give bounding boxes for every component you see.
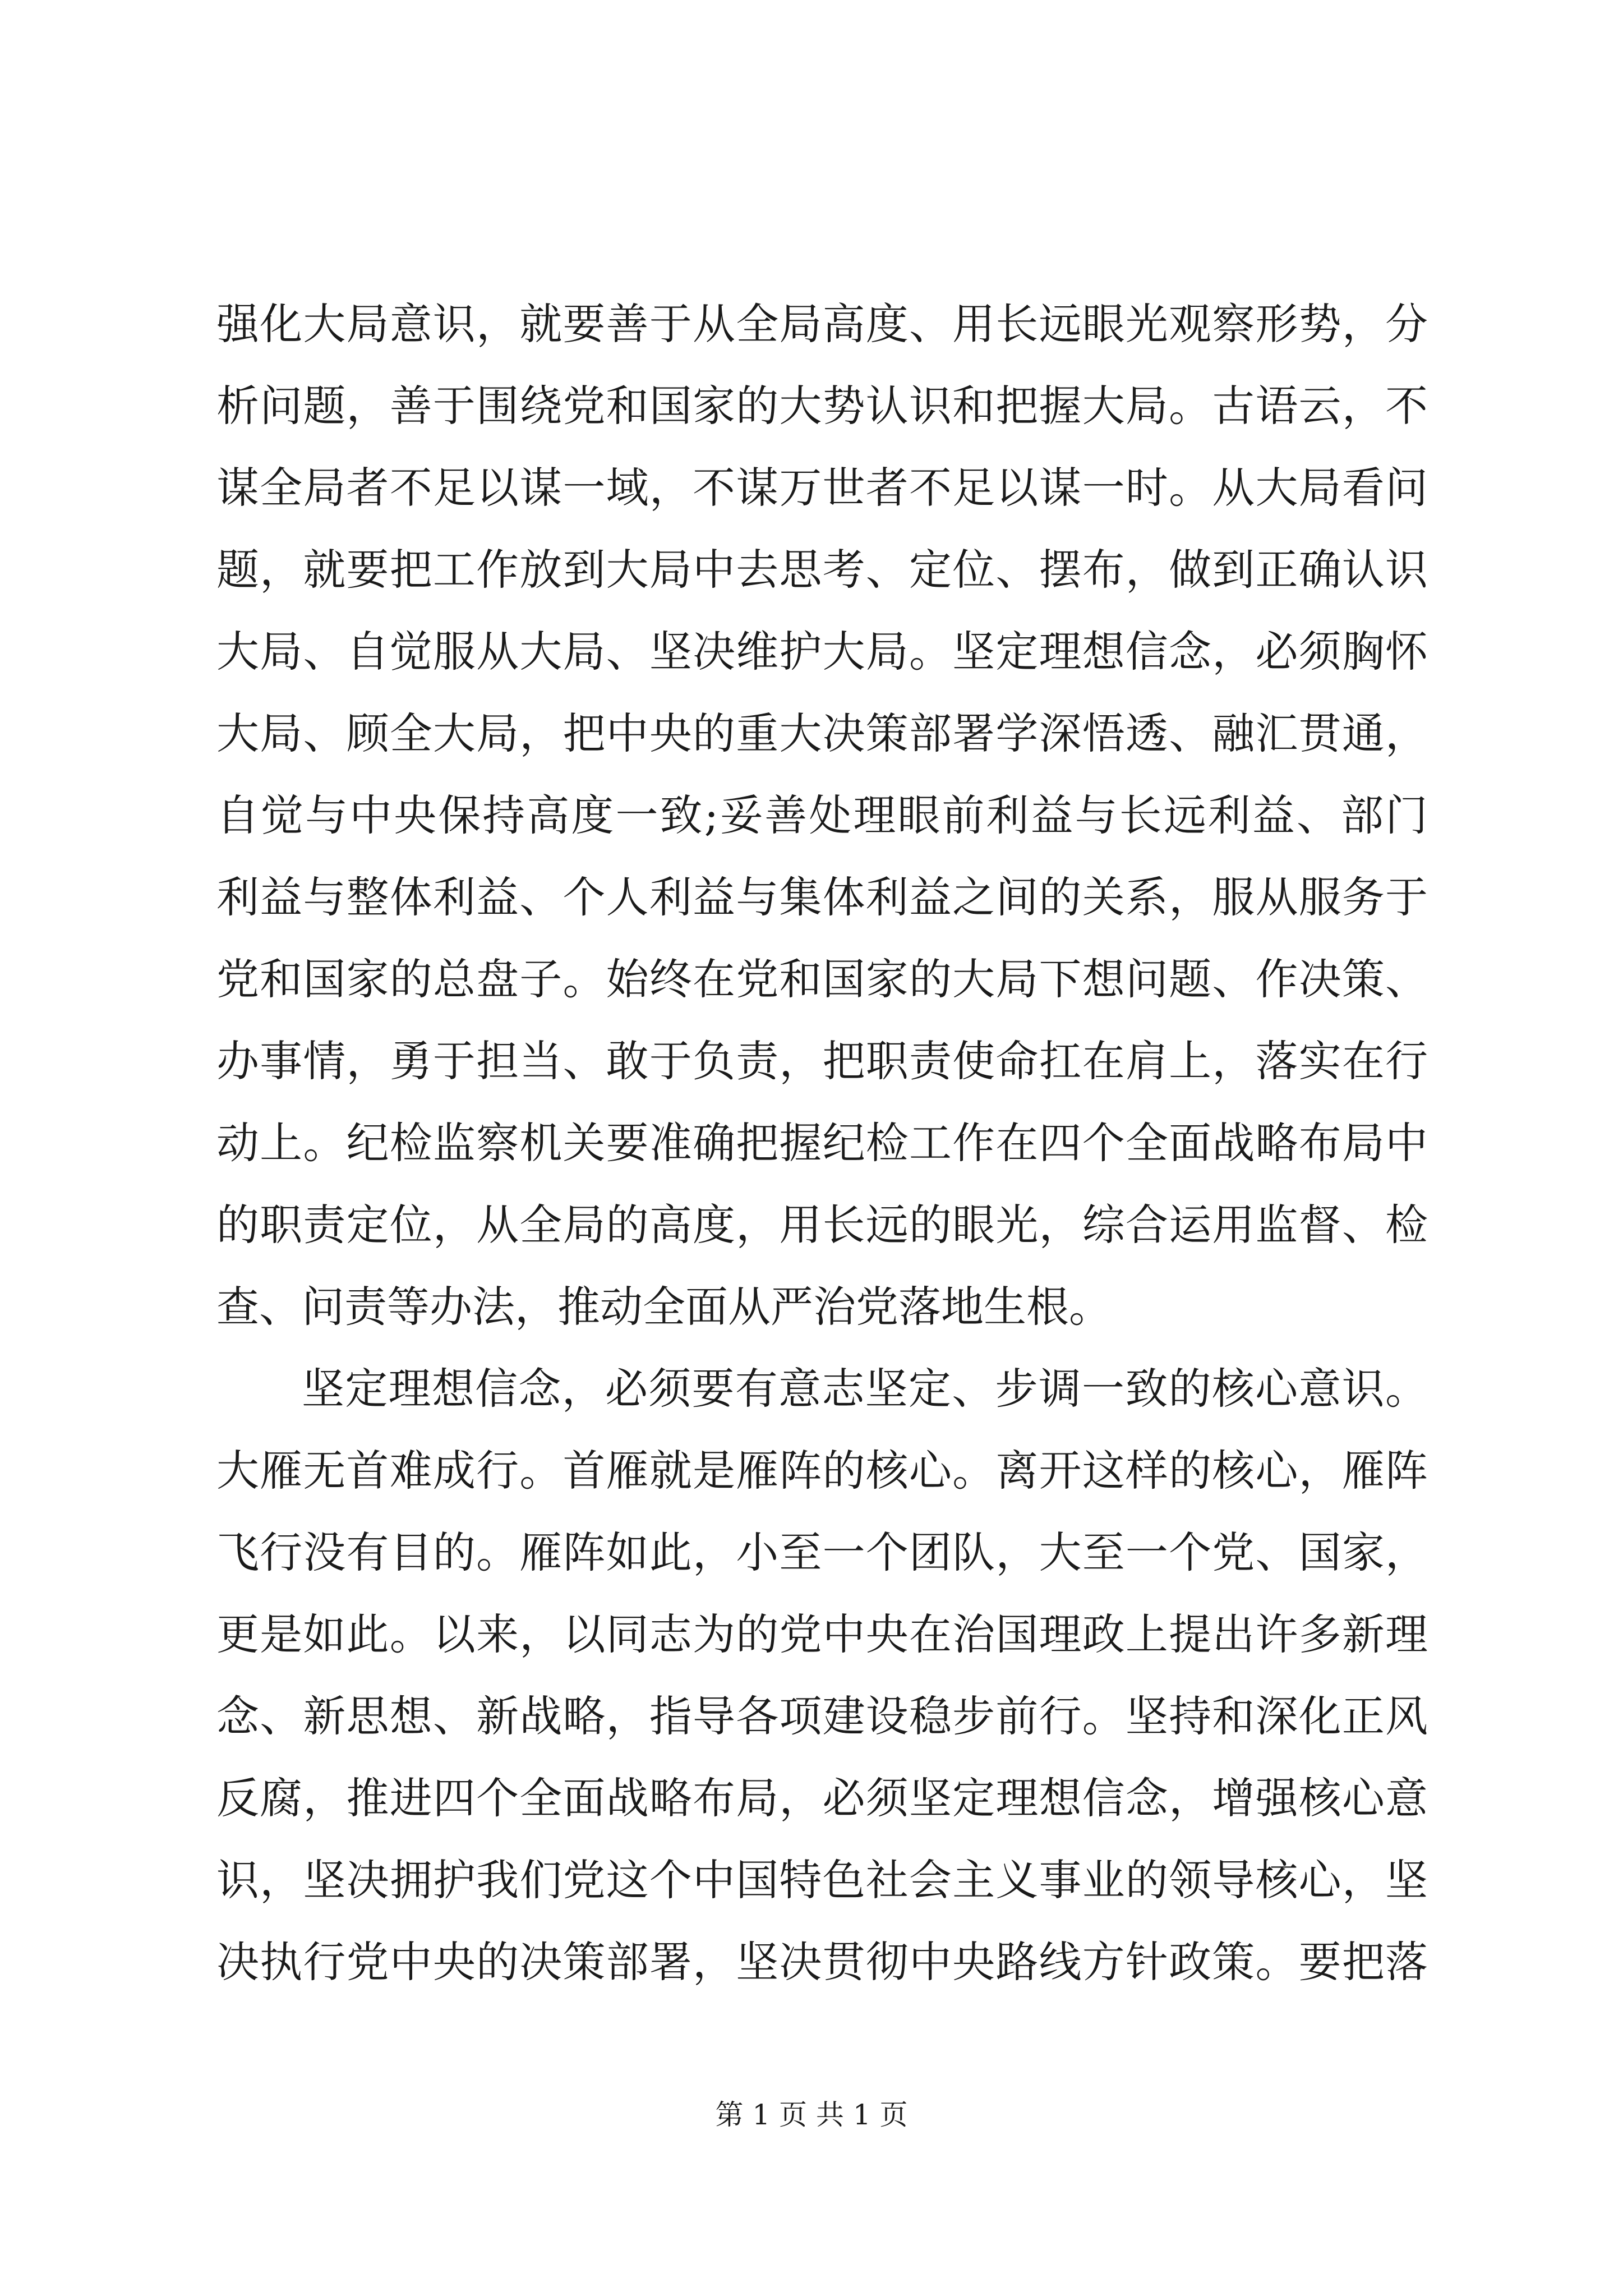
text-line: 动上。纪检监察机关要准确把握纪检工作在四个全面战略布局中	[216, 1118, 1428, 1168]
document-body	[216, 283, 1428, 2003]
text-line: 念、新思想、新战略，指导各项建设稳步前行。坚持和深化正风	[216, 1691, 1428, 1741]
text-line: 强化大局意识，就要善于从全局高度、用长远眼光观察形势，分	[216, 299, 1428, 349]
text-line: 办事情，勇于担当、敢于负责，把职责使命扛在肩上，落实在行	[216, 1036, 1428, 1086]
text-line: 利益与整体利益、个人利益与集体利益之间的关系，服从服务于	[216, 872, 1428, 922]
text-line: 坚定理想信念，必须要有意志坚定、步调一致的核心意识。	[302, 1364, 1428, 1414]
text-line: 自觉与中央保持高度一致;妥善处理眼前利益与长远利益、部门	[216, 790, 1428, 840]
text-line: 反腐，推进四个全面战略布局，必须坚定理想信念，增强核心意	[216, 1773, 1428, 1823]
text-line: 查、问责等办法，推动全面从严治党落地生根。	[216, 1282, 1112, 1332]
text-line: 析问题，善于围绕党和国家的大势认识和把握大局。古语云，不	[216, 381, 1428, 431]
text-line: 的职责定位，从全局的高度，用长远的眼光，综合运用监督、检	[216, 1200, 1428, 1250]
text-line: 谋全局者不足以谋一域，不谋万世者不足以谋一时。从大局看问	[216, 463, 1428, 513]
text-line: 大局、顾全大局，把中央的重大决策部署学深悟透、融汇贯通，	[216, 708, 1428, 758]
paragraph-2	[216, 1348, 1428, 2003]
text-line: 识，坚决拥护我们党这个中国特色社会主义事业的领导核心，坚	[216, 1855, 1428, 1905]
paragraph-1	[216, 283, 1428, 1348]
text-line: 大局、自觉服从大局、坚决维护大局。坚定理想信念，必须胸怀	[216, 627, 1428, 677]
text-line: 更是如此。以来，以同志为的党中央在治国理政上提出许多新理	[216, 1609, 1428, 1659]
text-line: 决执行党中央的决策部署，坚决贯彻中央路线方针政策。要把落	[216, 1937, 1428, 1987]
text-line: 大雁无首难成行。首雁就是雁阵的核心。离开这样的核心，雁阵	[216, 1446, 1428, 1496]
page-footer: 第 1 页 共 1 页	[715, 2099, 908, 2131]
text-line: 党和国家的总盘子。始终在党和国家的大局下想问题、作决策、	[216, 954, 1428, 1004]
text-line: 题，就要把工作放到大局中去思考、定位、摆布，做到正确认识	[216, 545, 1428, 595]
text-line: 飞行没有目的。雁阵如此，小至一个团队，大至一个党、国家，	[216, 1527, 1428, 1577]
